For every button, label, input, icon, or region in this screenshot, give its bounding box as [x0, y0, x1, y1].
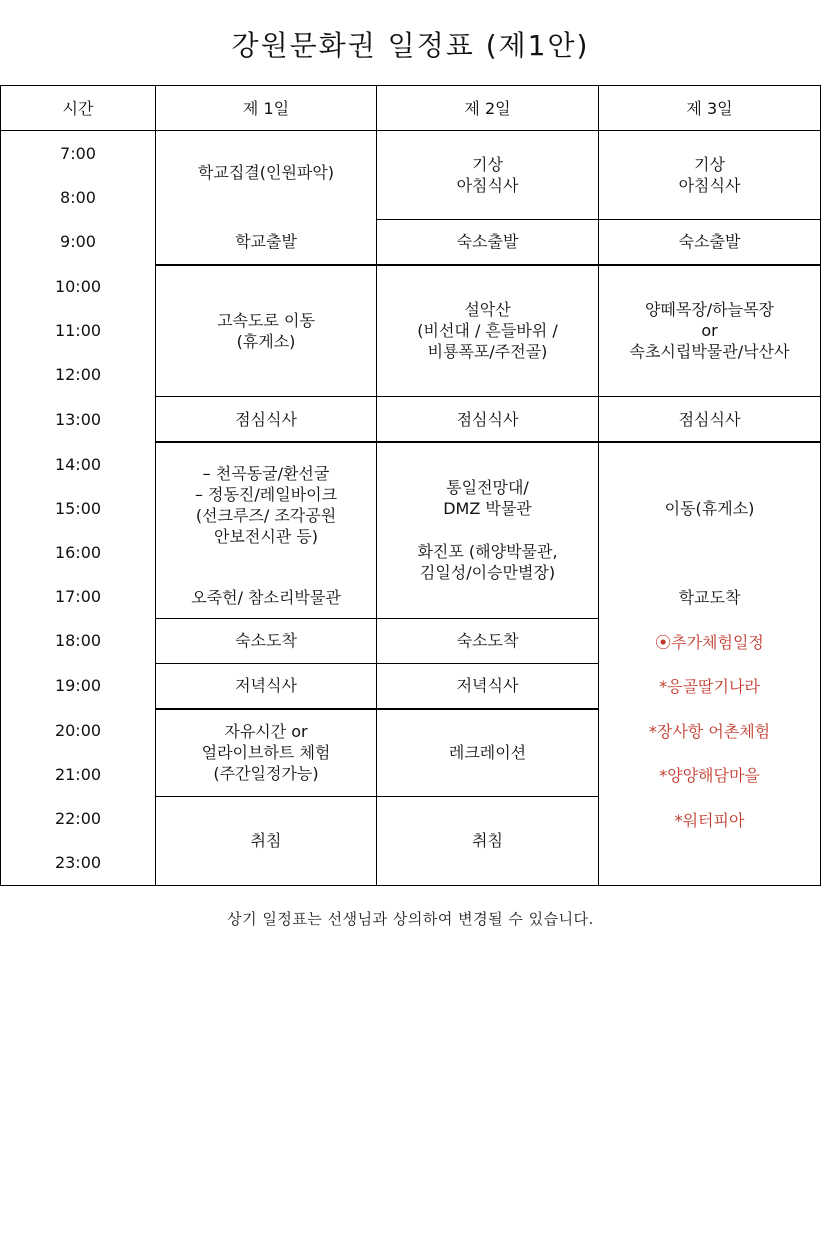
day3-depart: 숙소출발: [599, 219, 821, 265]
day1-tour-line: (선크루즈/ 조각공원: [195, 506, 337, 525]
day2-seorak-line: (비선대 / 흔들바위 /: [417, 321, 558, 341]
day3-arrive-school: 학교도착: [678, 588, 741, 607]
time-cell: 13:00: [1, 397, 156, 443]
day3-wake-cell: [599, 131, 821, 220]
time-cell: 10:00: [1, 265, 156, 309]
day1-tour-line: – 천곡동굴/환선굴: [202, 464, 330, 483]
header-day2: 제 2일: [377, 86, 599, 131]
day1-arrive-lodging: 숙소도착: [156, 618, 377, 663]
day1-tour-line: – 정동진/레일바이크: [194, 485, 338, 504]
day3-afternoon-cell: [599, 442, 821, 885]
day3-extra-item: *장사항 어촌체험: [648, 722, 771, 741]
day1-free-line: (주간일정가능): [213, 764, 319, 784]
day1-tour-cell: [156, 442, 377, 618]
time-cell: 17:00: [1, 574, 156, 618]
day1-lunch: 점심식사: [156, 397, 377, 443]
day2-recreation: 레크레이션: [377, 709, 599, 797]
day3-ranch-cell: [599, 265, 821, 397]
day3-ranch-line: 속초시립박물관/낙산사: [629, 342, 790, 362]
time-cell: 23:00: [1, 841, 156, 886]
day2-seorak-cell: [377, 265, 599, 397]
day2-wake-line: 기상: [472, 154, 503, 174]
day2-depart: 숙소출발: [377, 219, 599, 265]
time-cell: 16:00: [1, 530, 156, 574]
day1-free-cell: [156, 709, 377, 797]
time-cell: 14:00: [1, 442, 156, 486]
day1-depart: 학교출발: [156, 219, 377, 265]
day1-highway-line: 고속도로 이동: [217, 310, 315, 330]
day1-highway-cell: [156, 265, 377, 397]
day1-rest-area-line: (휴게소): [236, 331, 296, 351]
day2-tour-cell: [377, 442, 599, 618]
header-day1: 제 1일: [156, 86, 377, 131]
day3-extra-title: ⦿추가체험일정: [655, 633, 764, 652]
time-cell: 20:00: [1, 709, 156, 753]
day3-breakfast-line: 아침식사: [678, 175, 741, 195]
day2-lunch: 점심식사: [377, 397, 599, 443]
header-time: 시간: [1, 86, 156, 131]
time-cell: 15:00: [1, 486, 156, 530]
day2-dinner: 저녁식사: [377, 663, 599, 709]
day1-gather-cell: [156, 131, 377, 220]
day2-tour-line: 김일성/이승만별장): [419, 563, 556, 582]
time-cell: 8:00: [1, 175, 156, 219]
time-cell: 11:00: [1, 309, 156, 353]
day1-dinner: 저녁식사: [156, 663, 377, 709]
day2-seorak-line: 비룡폭포/주전골): [427, 342, 548, 362]
day3-extra-item: *워터피아: [674, 811, 745, 830]
day2-arrive-lodging: 숙소도착: [377, 618, 599, 663]
time-cell: 22:00: [1, 797, 156, 841]
time-cell: 12:00: [1, 353, 156, 397]
day2-seorak-line: 설악산: [464, 300, 511, 320]
day1-free-line: 얼라이브하트 체험: [201, 743, 331, 763]
day3-extra-item: *양양해담마을: [659, 766, 760, 785]
day2-sleep: 취침: [377, 797, 599, 886]
day2-tour-line: DMZ 박물관: [443, 499, 532, 518]
time-cell: 21:00: [1, 753, 156, 797]
day1-tour-line: 안보전시관 등): [213, 527, 319, 546]
day2-wake-cell: [377, 131, 599, 220]
day1-sleep: 취침: [156, 797, 377, 886]
day3-ranch-line: or: [701, 321, 718, 341]
day3-wake-line: 기상: [694, 154, 725, 174]
day1-tour-end: 오죽헌/ 참소리박물관: [191, 587, 341, 607]
time-cell: 18:00: [1, 618, 156, 663]
schedule-table: [0, 85, 821, 886]
day3-move: 이동(휴게소): [664, 499, 755, 518]
time-cell: 19:00: [1, 663, 156, 709]
day2-breakfast-line: 아침식사: [456, 175, 519, 195]
page-title: 강원문화권 일정표 (제1안): [231, 29, 590, 62]
day3-extra-item: *응골딸기나라: [659, 677, 760, 696]
day2-tour-line: 통일전망대/: [446, 478, 529, 497]
day1-free-line: 자유시간 or: [224, 722, 308, 742]
day3-ranch-line: 양떼목장/하늘목장: [644, 300, 775, 320]
day3-lunch: 점심식사: [599, 397, 821, 443]
day1-gather: 학교집결(인원파악): [197, 163, 335, 182]
header-day3: 제 3일: [599, 86, 821, 131]
day2-tour-line: 화진포 (해양박물관,: [417, 542, 558, 561]
footnote: 상기 일정표는 선생님과 상의하여 변경될 수 있습니다.: [227, 910, 594, 928]
time-cell: 9:00: [1, 219, 156, 265]
time-cell: 7:00: [1, 131, 156, 176]
header-row: [1, 86, 821, 131]
